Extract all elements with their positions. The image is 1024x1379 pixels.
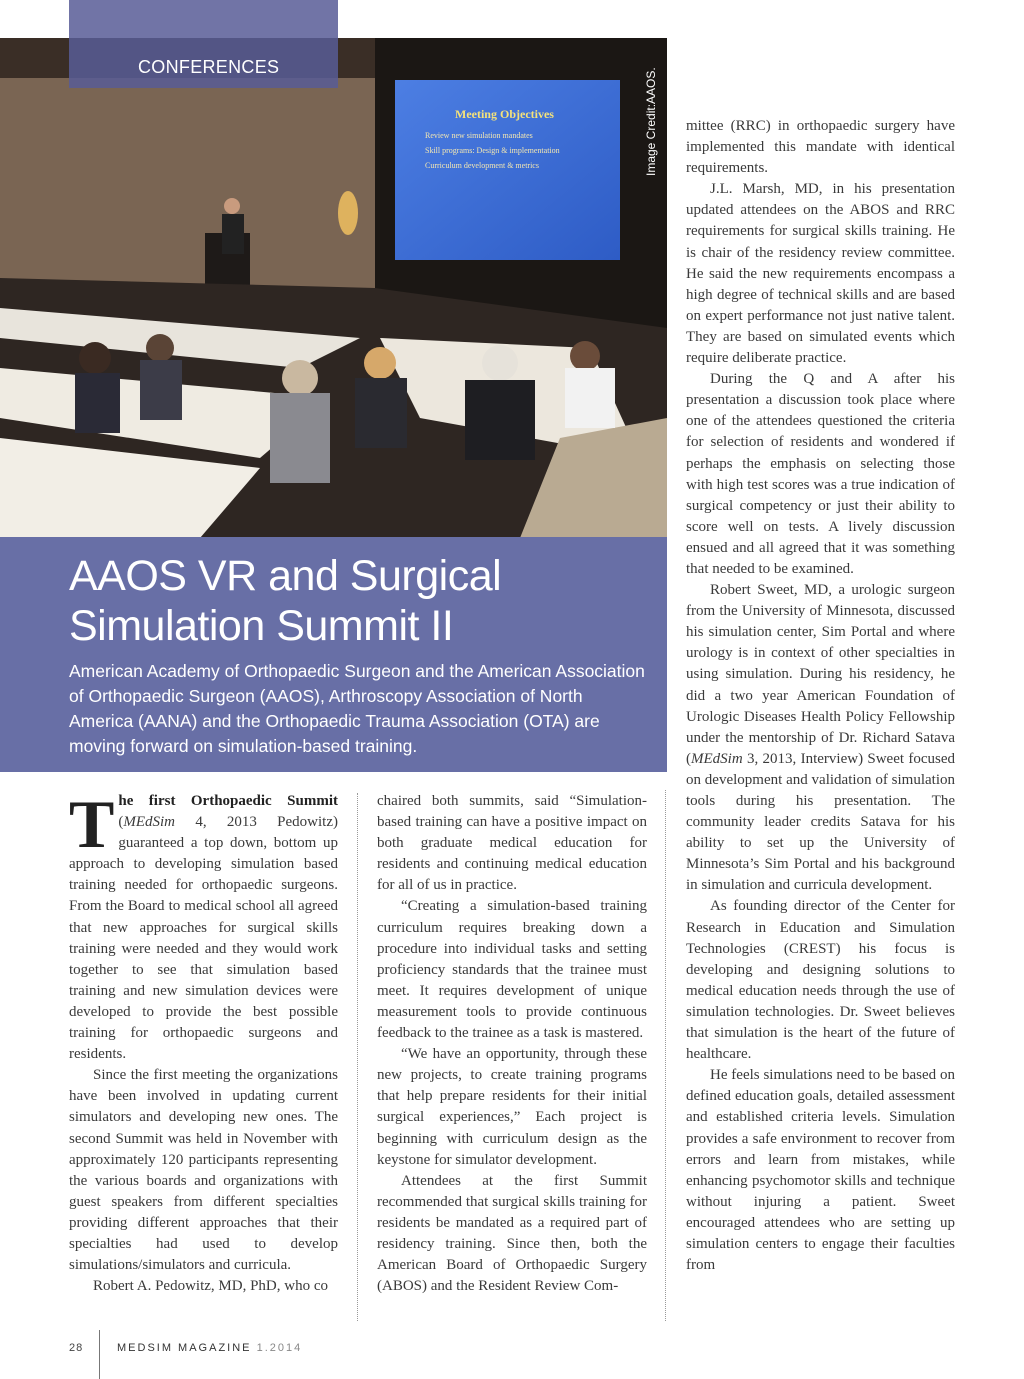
paragraph: “We have an opportunity, through these new projects, to create training programs that help prepare residents for their initial surgical experiences,” Each project is beginning with curriculum design as the keystone for simulator development. <box>377 1046 647 1168</box>
page-number: 28 <box>69 1342 84 1354</box>
article-column-2 <box>377 791 647 1297</box>
section-tag: CONFERENCES <box>138 57 280 77</box>
page-footer <box>0 1330 1024 1379</box>
article-column-3 <box>686 116 955 1276</box>
paragraph: “Creating a simulation-based training curriculum requires breaking down a procedure into individual tasks and setting proficiency standards that the trainee must meet. It requires development of unique measurement tools to provide continuous feedback to the trainee as a task is mastered. <box>377 898 647 1042</box>
paragraph <box>686 580 955 896</box>
article-title-line: Simulation Summit II <box>69 602 454 650</box>
paragraph: During the Q and A after his presentation a discussion took place where one of the attendees questioned the criteria for selection of residents and wondered if perhaps the emphasis on selecting those with high test scores was a true indication of surgical competency or just their ability to score well on tests. A lively discussion ensued and all agreed that it was something that needed to be examined. <box>686 371 955 577</box>
article-title-line: AAOS VR and Surgical <box>69 552 502 600</box>
title-box <box>0 537 667 772</box>
paragraph-text: Robert Sweet, MD, a urologic surgeon from the University of Minnesota, discussed his simulation center, Sim Portal and where urology is in context of other specialties in using simulation. During his residency, he did a two year American Foundation of Urologic Diseases Health Policy Fellowship under the mentorship of Dr. Richard Satava ( <box>686 582 955 767</box>
image-credit: Image Credit:AAOS. <box>644 67 658 176</box>
paragraph-text: 4, 2013 Pedowitz) guaranteed a top down, bottom up approach to developing simulation based training needed for orthopaedic surgeons. From the Board to medical school all agreed that new approaches for surgical skills training were needed and they would work together to see that simulation based training and new simulation devices were developed to provide the best possible training for orthopaedic surgeons and residents. <box>69 814 338 1063</box>
conference-photo-illustration <box>0 38 667 538</box>
lead-in: he first Orthopaedic Summit <box>118 793 338 809</box>
paragraph: chaired both summits, said “Simulation-based training can have a positive impact on both graduate medical education for residents and continuing medical education for all of us in practice. <box>377 793 647 894</box>
slide-title: Meeting Objectives <box>455 107 554 121</box>
magazine-title: MEDSIM MAGAZINE <box>117 1342 252 1354</box>
column-divider <box>665 790 666 1321</box>
article-dek: American Academy of Orthopaedic Surgeon and the American Association of Orthopaedic Surgeon (AAOS), Arthroscopy Association of North America (AANA) and the Orthopaedic Trauma Association (OTA) are moving forward on simulation-based training. <box>69 661 645 756</box>
paragraph-text: 3, 2013, Interview) Sweet focused on development and validation of simulation tools during his presentation. The community leader credits Satava for his ability to set up the University of Minnesota’s Sim Portal and his background in simulation and curricula development. <box>686 750 955 894</box>
slide-bullet: Review new simulation mandates <box>425 131 533 140</box>
paragraph: Robert A. Pedowitz, MD, PhD, who co <box>93 1278 328 1295</box>
column-divider <box>357 793 358 1321</box>
paragraph: Since the first meeting the organizations have been involved in updating current simulators and developing new ones. The second Summit was held in November with approximately 120 participants representing the various boards and organizations with guest speakers from different specialties providing different approaches that their specialties had used to develop simulations/simulators and curricula. <box>69 1067 338 1274</box>
paragraph: As founding director of the Center for Research in Education and Simulation Technologies (CREST) his focus is developing and designing solutions to medical education needs through the use of simulation technologies. Dr. Sweet believes that simulation is the heart of the future of healthcare. <box>686 898 955 1063</box>
conference-photo <box>0 38 667 538</box>
publication-reference: MEdSim <box>691 750 743 767</box>
magazine-name <box>117 1342 302 1354</box>
slide-bullet: Skill programs: Design & implementation <box>425 146 560 155</box>
paragraph: He feels simulations need to be based on defined education goals, detailed assessment and established criteria levels. Simulation provides a safe environment to recover from errors and learn from mistakes, while enhancing psychomotor skills and technique without injuring a patient. Sweet encouraged attendees who are setting up simulation centers to engage their faculties from <box>686 1067 955 1274</box>
slide-bullet: Curriculum development & metrics <box>425 161 539 170</box>
article-column-1 <box>69 786 338 1297</box>
issue-number: 1.2014 <box>256 1342 303 1354</box>
paragraph: Attendees at the first Summit recommended that surgical skills training for residents be mandated as a required part of residency training. Since then, both the American Board of Orthopaedic Surgery (ABOS) and the Resident Review Com- <box>377 1172 647 1295</box>
paragraph: J.L. Marsh, MD, in his presentation updated attendees on the ABOS and RRC requirements for surgical skills training. He is chair of the residency review committee. He said the new requirements encompass a high degree of technical skills and are based on expert performance not just native talent. They are based on simulated events which require deliberate practice. <box>686 181 955 367</box>
paragraph: mittee (RRC) in orthopaedic surgery have implemented this mandate with identical requirements. <box>686 118 955 177</box>
publication-reference: MEdSim <box>123 814 176 831</box>
paragraph: The first Orthopaedic Summit (MEdSim 4, 2013 Pedowitz) guaranteed a top down, bottom up approach to developing simulation based training needed for orthopaedic surgeons. From the Board to medical school all agreed that new approaches for surgical skills training were needed and they would work together to see that simulation based training and new simulation devices were developed to provide the best possible training for orthopaedic surgeons and residents. <box>69 786 338 1063</box>
footer-divider <box>99 1330 100 1379</box>
section-tag-bar <box>69 0 338 88</box>
article-title <box>69 551 629 651</box>
drop-cap: T <box>69 786 115 862</box>
